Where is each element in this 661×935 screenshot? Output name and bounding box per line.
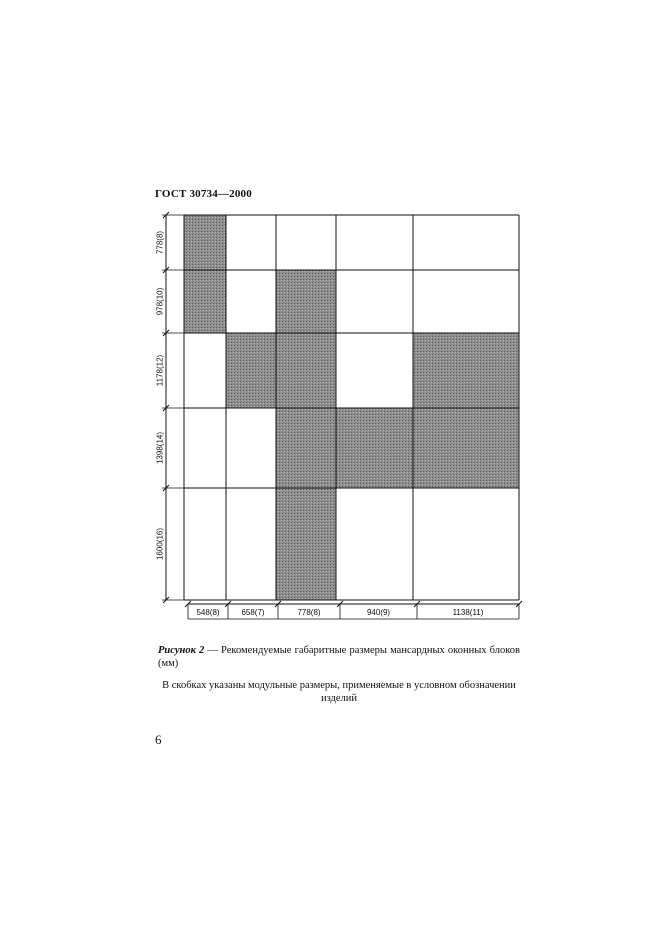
shaded-cell	[413, 408, 519, 488]
column-dimension-line	[185, 601, 522, 619]
shaded-cell	[184, 270, 226, 333]
document-header: ГОСТ 30734—2000	[155, 188, 252, 200]
shaded-cell	[226, 333, 276, 408]
row-dimension-label: 1178(12)	[155, 354, 165, 387]
row-dimension-line	[156, 212, 185, 603]
shaded-cell	[184, 215, 226, 270]
column-dimension-label: 548(8)	[196, 608, 220, 617]
shaded-cell	[276, 333, 336, 408]
column-dimension-label: 778(8)	[297, 608, 321, 617]
row-dimension-label: 1600(16)	[155, 527, 165, 561]
shaded-cell	[276, 270, 336, 333]
shaded-cell	[413, 333, 519, 408]
figure-caption-text: — Рекомендуемые габаритные размеры мансардных оконных блоков (мм)	[158, 645, 521, 669]
column-dimension-label: 940(9)	[366, 608, 391, 617]
page-number: 6	[155, 732, 162, 747]
shaded-cell	[336, 408, 413, 488]
shaded-cell	[276, 488, 336, 600]
size-grid	[184, 215, 519, 600]
row-dimension-label: 978(10)	[155, 287, 165, 316]
figure-note: В скобках указаны модульные размеры, применяемые в условном обозначении изделий	[162, 680, 516, 704]
column-dimension-label: 658(7)	[241, 608, 265, 617]
shaded-cell	[276, 408, 336, 488]
row-dimension-label: 1398(14)	[155, 431, 165, 465]
column-dimension-label: 1138(11)	[452, 608, 484, 617]
figure-caption	[158, 644, 520, 670]
figure-label: Рисунок 2	[158, 645, 205, 656]
row-dimension-label: 778(8)	[155, 230, 165, 255]
